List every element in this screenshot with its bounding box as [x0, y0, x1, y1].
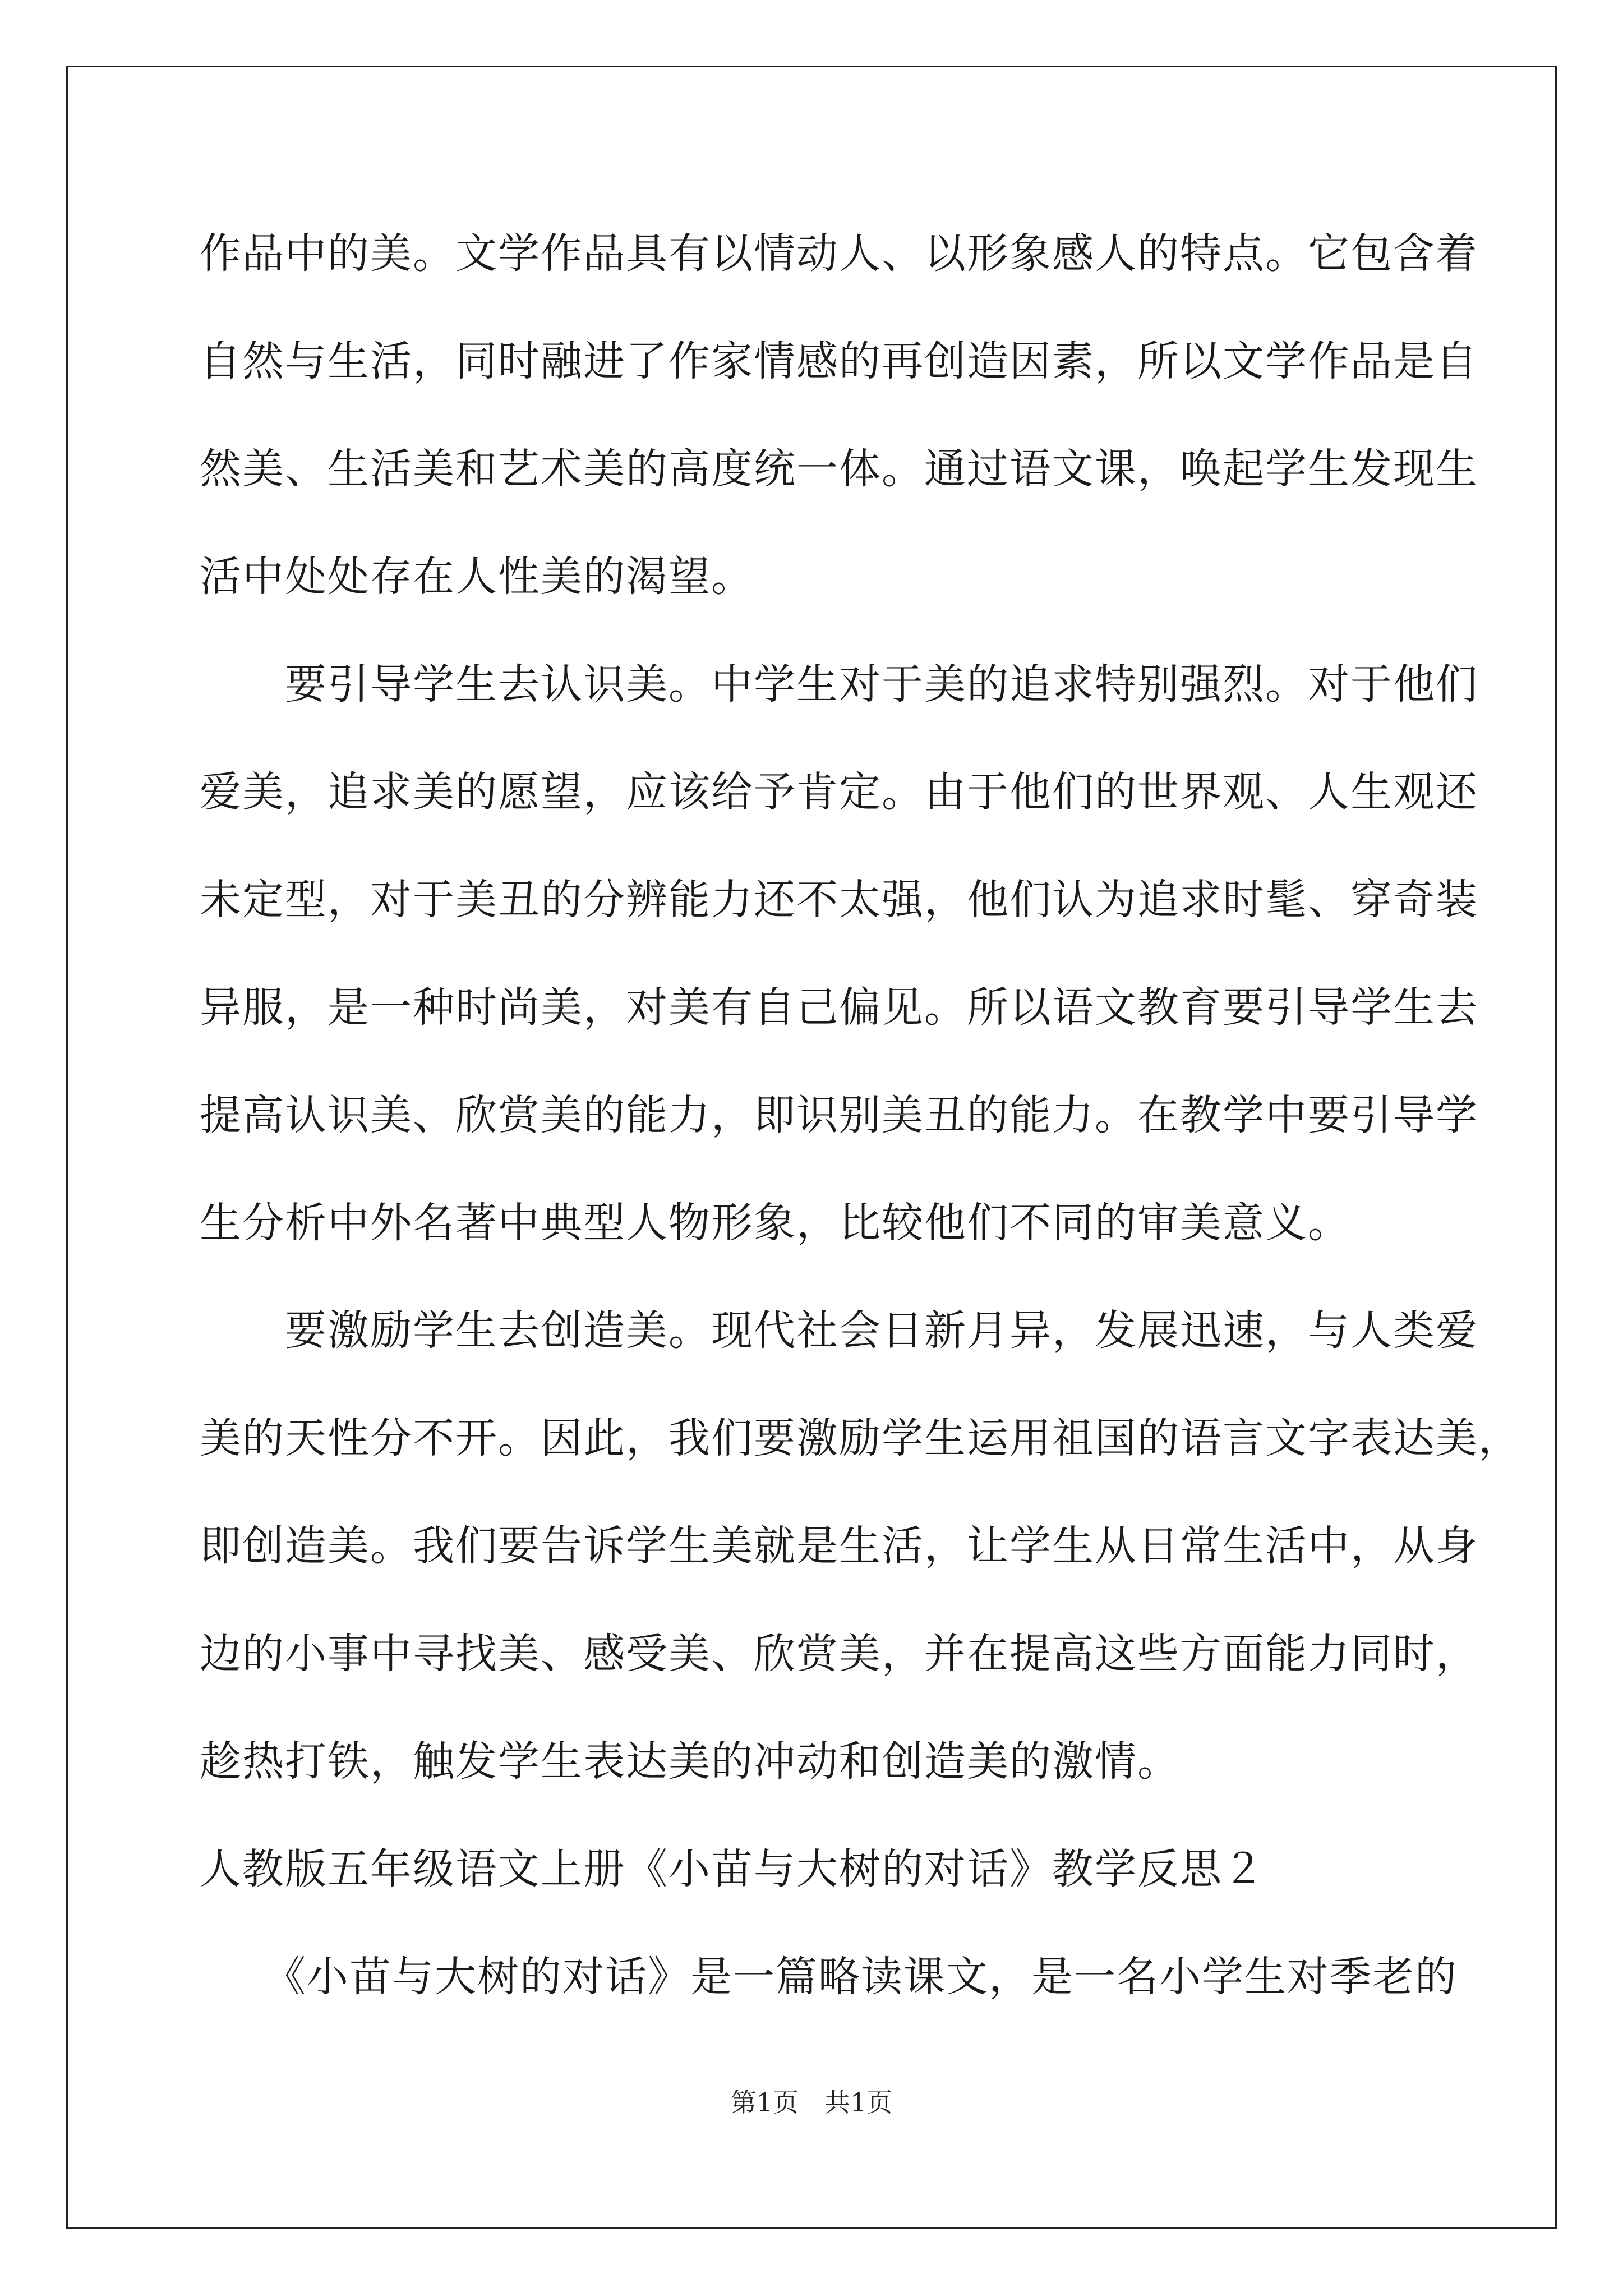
text-line: 美的天性分不开。因此，我们要激励学生运用祖国的语言文字表达美，: [200, 1414, 1521, 1462]
text-line: 自然与生活，同时融进了作家情感的再创造因素，所以文学作品是自: [200, 337, 1478, 385]
text-line: 提高认识美、欣赏美的能力，即识别美丑的能力。在教学中要引导学: [200, 1091, 1478, 1139]
section-heading: 人教版五年级语文上册《小苗与大树的对话》教学反思２: [200, 1845, 1265, 1893]
text-line: 边的小事中寻找美、感受美、欣赏美，并在提高这些方面能力同时，: [200, 1630, 1478, 1678]
text-line: 活中处处存在人性美的渴望。: [200, 553, 754, 601]
text-line: 生分析中外名著中典型人物形象，比较他们不同的审美意义。: [200, 1199, 1350, 1247]
text-line: 异服，是一种时尚美，对美有自己偏见。所以语文教育要引导学生去: [200, 983, 1478, 1032]
text-line: 未定型，对于美丑的分辨能力还不太强，他们认为追求时髦、穿奇装: [200, 876, 1478, 924]
text-line: 作品中的美。文学作品具有以情动人、以形象感人的特点。它包含着: [200, 229, 1478, 278]
text-line: 然美、生活美和艺术美的高度统一体。通过语文课，唤起学生发现生: [200, 445, 1478, 493]
page-footer: 第1页 共1页: [730, 2087, 893, 2118]
document-body: [200, 200, 1521, 2031]
text-line: 要激励学生去创造美。现代社会日新月异，发展迅速，与人类爱: [200, 1306, 1478, 1355]
text-line: 爱美，追求美的愿望，应该给予肯定。由于他们的世界观、人生观还: [200, 768, 1478, 816]
text-line: 《小苗与大树的对话》是一篇略读课文，是一名小学生对季老的: [200, 1953, 1458, 2001]
text-line: 趁热打铁，触发学生表达美的冲动和创造美的激情。: [200, 1737, 1180, 1786]
text-line: 要引导学生去认识美。中学生对于美的追求特别强烈。对于他们: [200, 660, 1478, 708]
text-line: 即创造美。我们要告诉学生美就是生活，让学生从日常生活中，从身: [200, 1522, 1478, 1570]
